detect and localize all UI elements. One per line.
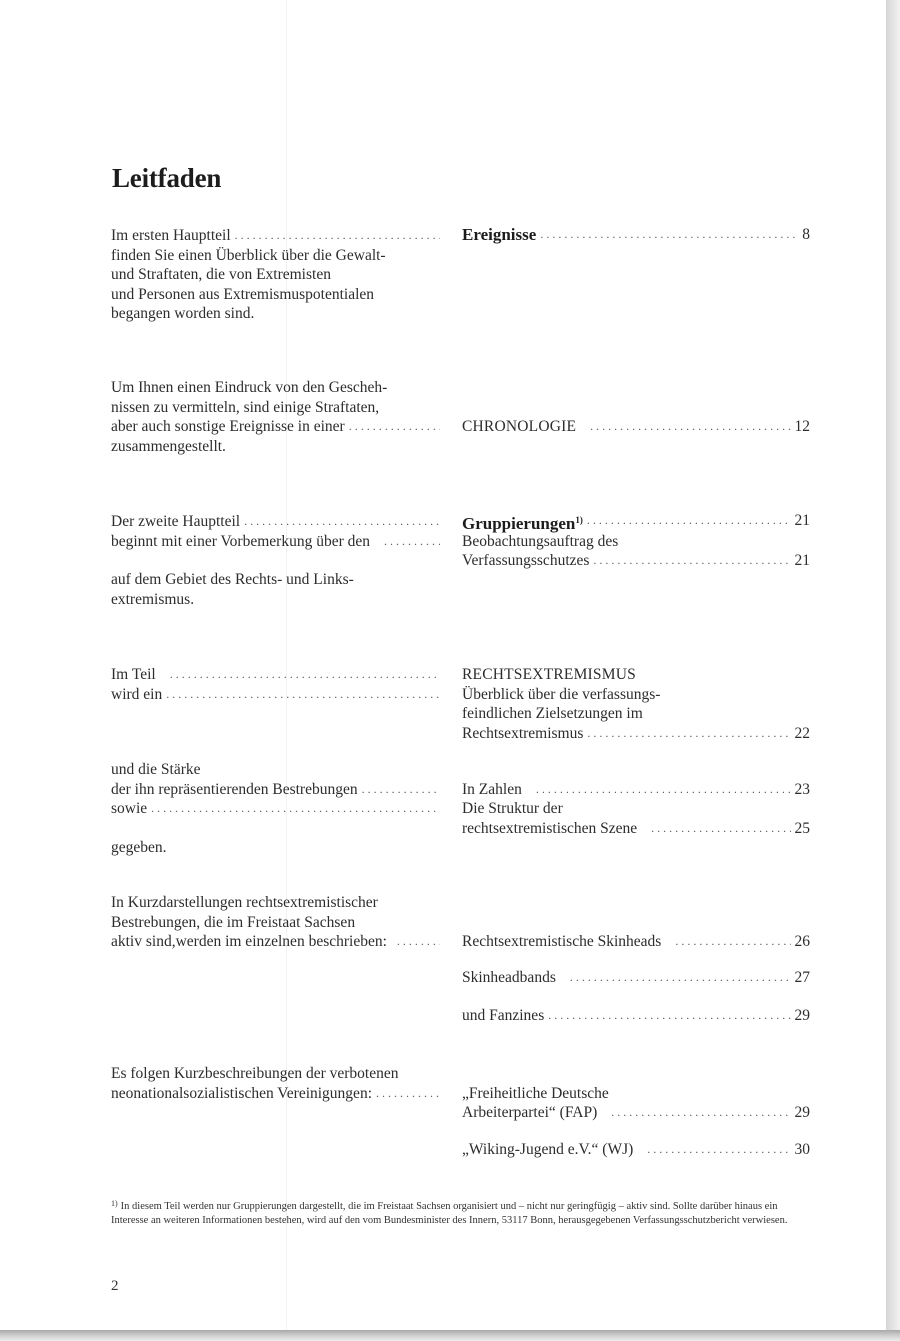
toc-left-text: und Personen aus Extremismuspotentialen [111,285,375,303]
toc-left-text: zusammengestellt. [111,437,226,455]
toc-entry-skinheads[interactable] [462,932,810,952]
toc-entry-label [462,511,583,534]
toc-entry-label: rechtsextremistischen Szene [462,819,638,837]
scan-shadow-right [886,0,900,1341]
dot-leader [151,799,440,819]
toc-entry-gruppierungen[interactable] [462,511,810,534]
toc-left-text: Um Ihnen einen Eindruck von den Gescheh- [111,379,388,396]
toc-page-number: 29 [794,1007,810,1024]
dot-leader [235,226,440,246]
dot-leader [587,724,790,744]
toc-entry-wiking-jugend[interactable] [462,1140,810,1160]
footnote-text: In diesem Teil werden nur Gruppierungen dargestellt, die im Freistaat Sachsen organisiert und – nicht nur geringfügig – aktiv sind. Sollte darüber hinaus ein Interesse an weiteren Informationen bestehen, wird auf den vom Bundesminister des Innern, 53117 Bonn, herausgegebenen Verfassungsschutzbericht verwiesen. [111,1201,788,1226]
toc-left-text: der ihn repräsentierenden Bestrebungen [111,780,358,798]
toc-page-number: 8 [802,226,810,243]
toc-entry-label: CHRONOLOGIE [462,418,577,435]
toc-entry-beobachtungsauftrag[interactable] [462,551,810,571]
toc-left-entry [111,417,444,437]
toc-left-entry [111,532,444,552]
toc-left-text: Es folgen Kurzbeschreibungen der verbotenen [111,1065,399,1082]
toc-left-entry [111,799,444,819]
toc-entry-label-text: Gruppierungen [462,514,576,533]
toc-entry-label: In Zahlen [462,780,522,798]
toc-left-text: auf dem Gebiet des Rechts- und Links- [111,571,354,588]
toc-entry-label[interactable]: Beobachtungsauftrag des [462,532,619,550]
toc-entry-rechtsextremismus[interactable]: RECHTSEXTREMISMUS [462,666,636,683]
toc-entry-label[interactable]: Überblick über die verfassungs- [462,685,661,703]
toc-entry-label[interactable]: feindlichen Zielsetzungen im [462,705,643,722]
toc-left-text: neonationalsozialistischen Vereinigungen: [111,1084,372,1102]
toc-entry-label: Rechtsextremismus [462,724,584,742]
toc-left-text: aber auch sonstige Ereignisse in einer [111,418,345,435]
footnote [111,1197,816,1227]
toc-entry-fanzines[interactable] [462,1006,810,1026]
page-title: Leitfaden [112,163,222,193]
toc-entry-ueberblick[interactable] [462,724,810,744]
toc-page-number: 30 [794,1141,810,1158]
toc-entry-fap[interactable] [462,1103,810,1123]
toc-left-text: Der zweite Hauptteil [111,513,241,530]
toc-page-number: 27 [794,969,810,986]
toc-left-text: wird ein [111,685,163,703]
toc-page-number: 29 [794,1104,810,1121]
toc-left-text: Bestrebungen, die im Freistaat Sachsen [111,913,356,931]
toc-left-text: Im Teil [111,666,156,683]
toc-left-entry [111,780,444,800]
dot-leader [611,1103,790,1123]
dot-leader [376,1084,440,1104]
dot-leader [170,665,440,685]
toc-left-entry [111,226,444,246]
toc-page-number: 21 [794,552,810,569]
dot-leader [349,417,440,437]
toc-page-number: 22 [794,724,810,742]
toc-entry-chronologie[interactable] [462,417,810,437]
dot-leader [570,968,791,988]
toc-left-text: nissen zu vermitteln, sind einige Straftaten, [111,398,380,416]
toc-entry-label: Verfassungsschutzes [462,552,590,569]
toc-left-entry [111,665,444,685]
dot-leader [362,780,440,800]
dot-leader [540,225,798,245]
dot-leader [166,685,440,705]
toc-left-text: extremismus. [111,590,195,608]
toc-page-number: 12 [794,418,810,435]
toc-entry-skinheadbands[interactable] [462,968,810,988]
toc-entry-ereignisse[interactable] [462,225,810,245]
toc-left-text: In Kurzdarstellungen rechtsextremistischer [111,894,378,911]
toc-left-text: Im ersten Hauptteil [111,227,231,244]
dot-leader [651,819,790,839]
toc-left-entry [111,685,444,705]
dot-leader [244,512,440,532]
dot-leader [675,932,790,952]
toc-left-text: begangen worden sind. [111,305,255,322]
dot-leader [548,1006,790,1026]
dot-leader [587,511,791,534]
toc-left-text: beginnt mit einer Vorbemerkung über den [111,532,370,550]
footnote-reference: 1) [575,515,583,525]
dot-leader [397,932,440,952]
dot-leader [536,780,791,800]
toc-page-number: 21 [794,512,810,529]
toc-entry-label: „Wiking-Jugend e.V.“ (WJ) [462,1141,634,1158]
toc-entry-label[interactable]: Die Struktur der [462,800,563,817]
page-number: 2 [111,1278,119,1294]
toc-page-number: 23 [794,780,810,798]
toc-left-entry [111,932,444,952]
toc-left-text: und die Stärke [111,761,201,778]
scan-shadow-bottom [0,1330,900,1341]
toc-entry-label[interactable]: „Freiheitliche Deutsche [462,1084,609,1102]
dot-leader [590,417,790,437]
toc-left-text: und Straftaten, die von Extremisten [111,266,331,283]
dot-leader [384,532,440,552]
toc-page-number: 26 [794,933,810,950]
toc-entry-label: und Fanzines [462,1007,545,1024]
toc-page-number: 25 [794,819,810,837]
toc-left-text: finden Sie einen Überblick über die Gewalt- [111,246,386,264]
dot-leader [593,551,790,571]
toc-entry-struktur[interactable] [462,819,810,839]
toc-entry-label: Arbeiterpartei“ (FAP) [462,1104,598,1121]
toc-entry-label: Skinheadbands [462,969,556,986]
toc-entry-in-zahlen[interactable] [462,780,810,800]
dot-leader [647,1140,790,1160]
toc-left-entry [111,512,444,532]
toc-left-text: aktiv sind,werden im einzelnen beschrieben: [111,933,387,950]
toc-left-text: gegeben. [111,839,167,856]
toc-entry-label: Ereignisse [462,225,537,244]
toc-entry-label: Rechtsextremistische Skinheads [462,933,662,950]
toc-left-entry [111,1084,444,1104]
toc-left-text: sowie [111,800,148,817]
footnote-mark: 1) [111,1199,118,1208]
